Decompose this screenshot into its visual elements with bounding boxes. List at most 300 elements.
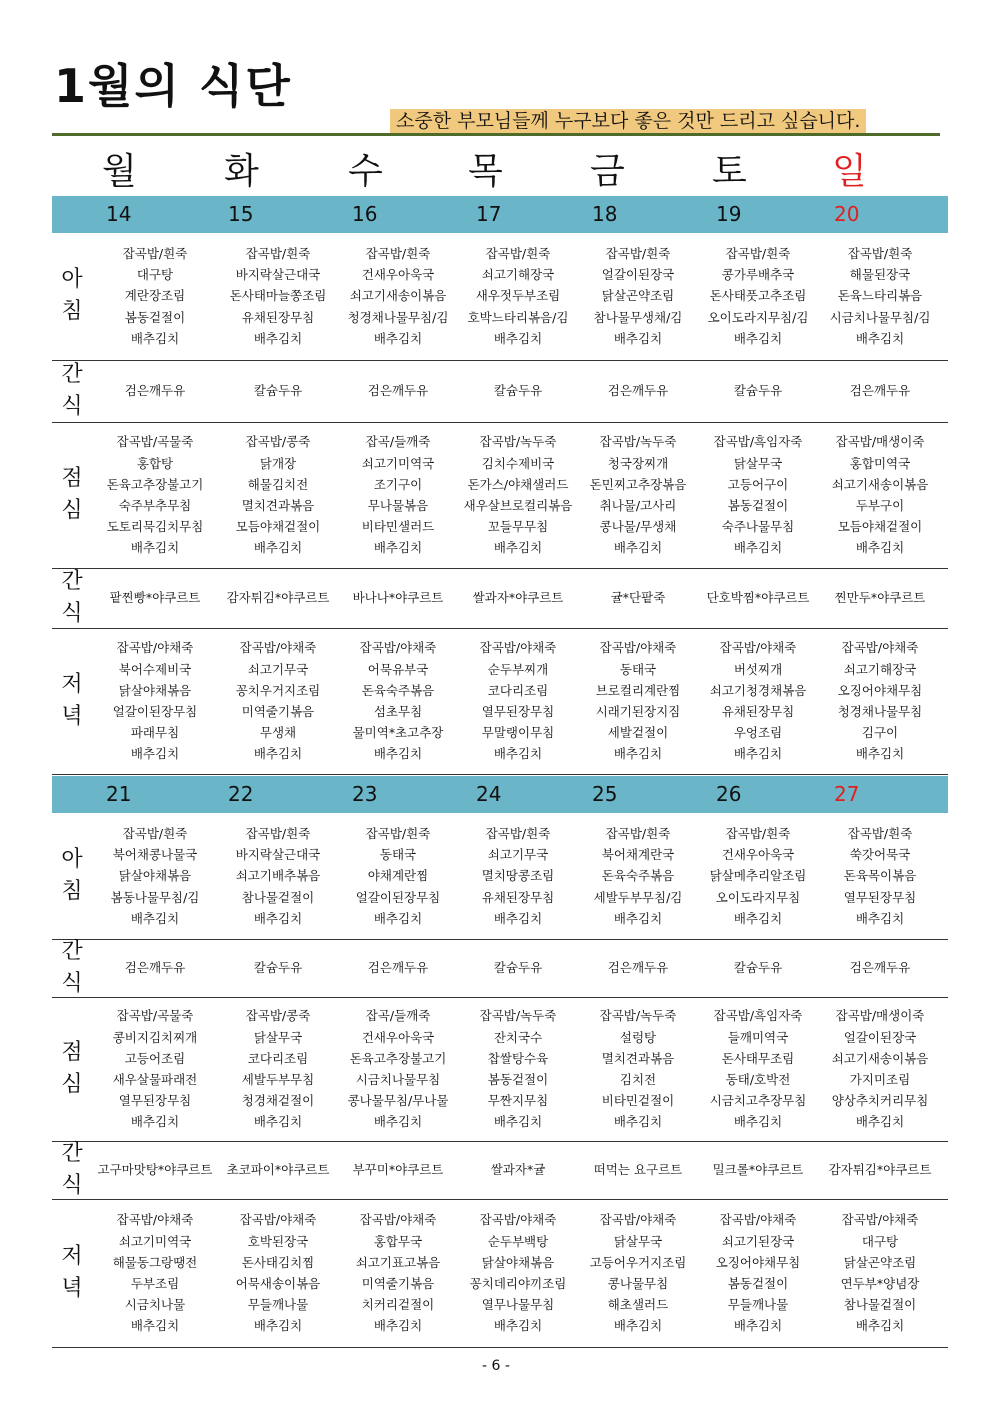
menu-cell	[578, 568, 698, 628]
menu-cell	[458, 422, 578, 568]
menu-item: 잡곡밥/흰죽	[847, 825, 913, 841]
menu-item: 미역줄기볶음	[361, 1276, 435, 1291]
menu-item: 잡곡밥/야채죽	[359, 640, 437, 656]
menu-item: 열무된장무침	[118, 1093, 192, 1109]
menu-item: 배추김치	[373, 330, 423, 346]
menu-item: 멸치견과볶음	[601, 1050, 675, 1066]
menu-item: 치커리겉절이	[361, 1297, 435, 1313]
menu-cell	[218, 628, 338, 774]
menu-item: 칼슘두유	[253, 383, 303, 399]
menu-item: 얼갈이된장무침	[112, 704, 198, 719]
menu-item: 두부조림	[130, 1276, 180, 1291]
menu-item: 조기구이	[373, 476, 423, 492]
menu-cell	[95, 997, 215, 1141]
menu-item: 배추김치	[253, 1114, 303, 1130]
menu-item: 돈육느타리볶음	[837, 288, 923, 304]
menu-cell	[95, 1199, 215, 1347]
menu-item: 참나물겉절이	[843, 1297, 917, 1313]
menu-cell	[338, 422, 458, 568]
meal-label	[52, 360, 92, 422]
menu-item: 배추김치	[493, 910, 543, 926]
menu-item: 시금치나물무침/김	[829, 309, 931, 325]
menu-item: 배추김치	[733, 540, 783, 556]
menu-cell	[95, 1141, 215, 1199]
menu-item: 고구마맛탕*야쿠르트	[97, 1162, 213, 1178]
menu-item: 설렁탕	[619, 1029, 657, 1045]
menu-item: 북어채계란국	[601, 847, 675, 863]
menu-cell	[698, 568, 818, 628]
menu-item: 배추김치	[130, 1318, 180, 1334]
menu-cell	[95, 232, 215, 360]
menu-item: 유채된장무침	[721, 704, 795, 719]
meal-label-char: 간	[61, 939, 83, 964]
menu-item: 배추김치	[253, 1318, 303, 1334]
meal-label-char: 아	[61, 847, 83, 872]
menu-item: 배추김치	[373, 540, 423, 556]
menu-item: 모듬야채겉절이	[837, 519, 923, 535]
menu-item: 잡곡밥/흰죽	[847, 245, 913, 261]
menu-item: 닭살무국	[253, 1029, 303, 1045]
menu-cell	[578, 1141, 698, 1199]
weekday-thu: 목	[468, 151, 503, 192]
menu-item: 칼슘두유	[733, 960, 783, 976]
menu-item: 배추김치	[493, 1318, 543, 1334]
menu-item: 시금치나물	[124, 1297, 186, 1313]
meal-row-snack-am	[52, 360, 948, 423]
meal-label-char: 식	[61, 394, 83, 419]
menu-item: 청경채나물무침	[837, 704, 923, 719]
menu-item: 동태국	[379, 847, 417, 863]
menu-item: 쇠고기해장국	[843, 661, 917, 677]
menu-cell	[820, 568, 940, 628]
menu-item: 잡곡밥/흰죽	[245, 245, 311, 261]
meal-label-char: 간	[61, 1141, 83, 1166]
menu-item: 배추김치	[373, 1114, 423, 1130]
menu-item: 배추김치	[855, 910, 905, 926]
menu-item: 칼슘두유	[253, 960, 303, 976]
menu-item: 비타민샐러드	[361, 519, 435, 535]
menu-item: 무나물볶음	[367, 498, 429, 513]
menu-item: 해물김치전	[247, 476, 309, 492]
menu-cell	[338, 232, 458, 360]
menu-item: 가지미조림	[849, 1072, 911, 1087]
menu-item: 어묵새송이볶음	[235, 1276, 321, 1291]
menu-item: 밀크롤*야쿠르트	[712, 1162, 804, 1178]
menu-item: 찐만두*야쿠르트	[834, 590, 926, 606]
menu-item: 칼슘두유	[493, 383, 543, 399]
menu-item: 잔치국수	[493, 1029, 543, 1045]
menu-item: 숙주부추무침	[118, 498, 192, 513]
menu-item: 돈육숙주볶음	[601, 868, 675, 884]
menu-item: 바지락살근대국	[235, 847, 321, 863]
meal-label-char: 점	[61, 1040, 83, 1065]
menu-item: 단호박찜*야쿠르트	[706, 590, 810, 606]
meal-label-char: 저	[61, 672, 83, 697]
menu-item: 잡곡밥/콩죽	[245, 434, 311, 450]
menu-cell	[218, 1141, 338, 1199]
menu-item: 대구탕	[136, 267, 174, 283]
meal-label	[52, 568, 92, 628]
menu-item: 검은깨두유	[124, 960, 186, 976]
menu-item: 동태/호박전	[725, 1072, 791, 1087]
menu-item: 잡곡밥/흰죽	[365, 825, 431, 841]
menu-cell	[698, 997, 818, 1141]
menu-item: 청경채나물무침/김	[347, 309, 449, 325]
menu-item: 봄동겉절이	[727, 498, 789, 513]
menu-cell	[458, 1141, 578, 1199]
menu-item: 봄동겉절이	[727, 1276, 789, 1291]
menu-item: 얼갈이된장국	[601, 267, 675, 283]
menu-cell	[820, 813, 940, 939]
meal-label	[52, 1199, 92, 1347]
menu-cell	[95, 568, 215, 628]
menu-cell	[338, 568, 458, 628]
menu-cell	[458, 939, 578, 997]
date-label: 18	[592, 202, 618, 226]
menu-item: 닭살곤약조림	[843, 1254, 917, 1270]
menu-item: 잡곡밥/녹두죽	[599, 1008, 677, 1024]
meal-label-char: 식	[61, 971, 83, 996]
menu-cell	[698, 813, 818, 939]
date-label: 25	[592, 782, 618, 806]
menu-item: 양상추치커리무침	[831, 1093, 929, 1109]
menu-cell	[95, 360, 215, 422]
menu-item: 잡곡밥/콩죽	[245, 1008, 311, 1024]
menu-item: 배추김치	[613, 330, 663, 346]
date-label: 22	[228, 782, 254, 806]
menu-item: 연두부*양념장	[840, 1276, 920, 1291]
date-label: 27	[834, 782, 860, 806]
menu-cell	[698, 628, 818, 774]
menu-item: 콩가루배추국	[721, 267, 795, 283]
menu-item: 잡곡/들깨죽	[365, 1008, 431, 1024]
menu-item: 잡곡밥/야채죽	[719, 1212, 797, 1228]
menu-cell	[458, 628, 578, 774]
menu-item: 잡곡밥/야채죽	[719, 640, 797, 656]
menu-cell	[218, 997, 338, 1141]
date-label: 20	[834, 202, 860, 226]
menu-item: 바지락살근대국	[235, 267, 321, 283]
menu-item: 쌀과자*야쿠르트	[472, 590, 564, 606]
menu-item: 호박느타리볶음/김	[467, 309, 569, 325]
menu-item: 코다리조림	[247, 1050, 309, 1066]
menu-item: 배추김치	[493, 330, 543, 346]
menu-item: 잡곡밥/야채죽	[116, 1212, 194, 1228]
menu-cell	[338, 997, 458, 1141]
menu-item: 버섯찌개	[733, 661, 783, 677]
menu-item: 돈사태풋고추조림	[709, 288, 807, 304]
menu-item: 들깨미역국	[727, 1029, 789, 1045]
menu-item: 배추김치	[733, 746, 783, 762]
date-label: 15	[228, 202, 254, 226]
meal-label-char: 침	[61, 879, 83, 904]
menu-item: 잡곡밥/흰죽	[122, 825, 188, 841]
page-number: - 6 -	[482, 1358, 510, 1374]
menu-cell	[820, 997, 940, 1141]
menu-item: 꽁치데리야끼조림	[469, 1276, 567, 1291]
meal-label	[52, 1141, 92, 1199]
menu-item: 호박된장국	[247, 1233, 309, 1249]
menu-item: 열무나물무침	[481, 1297, 555, 1313]
menu-item: 해물된장국	[849, 267, 911, 283]
menu-item: 물미역*초고추장	[352, 725, 444, 741]
menu-item: 쇠고기배추볶음	[235, 868, 321, 884]
menu-item: 잡곡밥/매생이죽	[835, 434, 925, 450]
menu-item: 닭살무국	[613, 1233, 663, 1249]
menu-item: 배추김치	[253, 540, 303, 556]
week-date-bar	[52, 776, 948, 813]
meal-row-breakfast	[52, 813, 948, 940]
date-label: 16	[352, 202, 378, 226]
menu-item: 동태국	[619, 661, 657, 677]
menu-item: 야채계란찜	[367, 868, 429, 884]
menu-cell	[218, 1199, 338, 1347]
menu-item: 닭살무국	[733, 455, 783, 471]
menu-cell	[458, 997, 578, 1141]
menu-item: 배추김치	[855, 1114, 905, 1130]
menu-item: 얼갈이된장국	[843, 1029, 917, 1045]
menu-item: 고등어우거지조림	[589, 1254, 687, 1270]
menu-item: 취나물/고사리	[599, 498, 677, 513]
menu-cell	[338, 939, 458, 997]
menu-cell	[820, 1141, 940, 1199]
menu-cell	[578, 628, 698, 774]
menu-item: 쇠고기된장국	[721, 1233, 795, 1249]
menu-item: 팥찐빵*야쿠르트	[109, 590, 201, 606]
meal-row-lunch	[52, 422, 948, 569]
meal-label	[52, 997, 92, 1141]
menu-item: 무생채	[259, 725, 297, 741]
menu-item: 잡곡밥/곡물죽	[116, 434, 194, 450]
date-label: 24	[476, 782, 502, 806]
menu-cell	[95, 813, 215, 939]
menu-item: 검은깨두유	[607, 383, 669, 399]
menu-item: 세발겉절이	[607, 725, 669, 741]
menu-item: 검은깨두유	[849, 960, 911, 976]
menu-item: 배추김치	[855, 1318, 905, 1334]
menu-item: 잡곡밥/야채죽	[841, 1212, 919, 1228]
menu-cell	[820, 628, 940, 774]
menu-item: 홍합탕	[136, 455, 174, 471]
menu-item: 잡곡밥/흰죽	[245, 825, 311, 841]
menu-item: 건새우아욱국	[361, 267, 435, 283]
menu-item: 계란장조림	[124, 288, 186, 304]
menu-item: 열무된장무침	[843, 889, 917, 905]
menu-item: 고등어구이	[727, 476, 789, 492]
meal-row-snack-pm	[52, 1141, 948, 1200]
menu-item: 미역줄기볶음	[241, 704, 315, 719]
menu-item: 쇠고기청경채볶음	[709, 682, 807, 698]
menu-cell	[578, 997, 698, 1141]
weekday-fri: 금	[590, 151, 625, 192]
menu-item: 김치전	[619, 1072, 657, 1087]
menu-item: 콩비지김치찌개	[112, 1029, 198, 1045]
menu-item: 우엉조림	[733, 725, 783, 741]
menu-item: 배추김치	[733, 910, 783, 926]
menu-item: 배추김치	[130, 1114, 180, 1130]
menu-item: 검은깨두유	[124, 383, 186, 399]
menu-item: 돈사태마늘쫑조림	[229, 288, 327, 304]
menu-item: 잡곡밥/야채죽	[239, 640, 317, 656]
menu-item: 모듬야채겉절이	[235, 519, 321, 535]
menu-item: 오징어야채무침	[715, 1254, 801, 1270]
menu-item: 시래기된장지짐	[595, 704, 681, 719]
menu-item: 배추김치	[130, 746, 180, 762]
menu-item: 유채된장무침	[241, 309, 315, 325]
menu-item: 잡곡밥/녹두죽	[479, 1008, 557, 1024]
menu-cell	[218, 568, 338, 628]
menu-item: 얼갈이된장무침	[355, 889, 441, 905]
meal-row-dinner	[52, 1199, 948, 1348]
menu-cell	[458, 813, 578, 939]
menu-cell	[95, 422, 215, 568]
menu-item: 참나물겉절이	[241, 889, 315, 905]
menu-item: 김치수제비국	[481, 455, 555, 471]
menu-item: 순두부백탕	[487, 1233, 549, 1249]
meal-label-char: 간	[61, 569, 83, 594]
meal-label	[52, 422, 92, 568]
menu-cell	[338, 628, 458, 774]
menu-item: 잡곡밥/흰죽	[365, 245, 431, 261]
menu-item: 새우살물파래전	[112, 1072, 198, 1087]
menu-item: 세발두부무침/김	[593, 889, 683, 905]
meal-label-char: 점	[61, 466, 83, 491]
menu-item: 봄동겉절이	[124, 309, 186, 325]
menu-cell	[698, 1199, 818, 1347]
menu-item: 떠먹는 요구르트	[593, 1162, 683, 1178]
menu-item: 건새우아욱국	[721, 847, 795, 863]
date-label: 26	[716, 782, 742, 806]
menu-cell	[338, 360, 458, 422]
menu-item: 돈가스/야채샐러드	[467, 476, 569, 492]
menu-item: 잡곡밥/흑임자죽	[713, 434, 803, 450]
menu-item: 배추김치	[613, 746, 663, 762]
menu-item: 찹쌀탕수육	[487, 1050, 549, 1066]
menu-cell	[218, 232, 338, 360]
menu-item: 잡곡밥/흰죽	[485, 825, 551, 841]
menu-cell	[698, 232, 818, 360]
week-date-bar	[52, 196, 948, 233]
menu-item: 봄동겉절이	[487, 1072, 549, 1087]
menu-item: 순두부찌개	[487, 661, 549, 677]
menu-cell	[578, 232, 698, 360]
menu-item: 배추김치	[613, 1114, 663, 1130]
menu-item: 숙주나물무침	[721, 519, 795, 535]
menu-item: 초코파이*야쿠르트	[226, 1162, 330, 1178]
date-label: 23	[352, 782, 378, 806]
menu-item: 배추김치	[130, 330, 180, 346]
menu-item: 북어수제비국	[118, 661, 192, 677]
menu-item: 닭살야채볶음	[481, 1254, 555, 1270]
menu-item: 돈민찌고추장볶음	[589, 476, 687, 492]
menu-cell	[578, 1199, 698, 1347]
menu-item: 잡곡밥/야채죽	[116, 640, 194, 656]
date-label: 19	[716, 202, 742, 226]
menu-item: 쇠고기새송이볶음	[349, 288, 447, 304]
menu-cell	[458, 360, 578, 422]
menu-item: 새우살브로컬리볶음	[463, 498, 573, 513]
date-label: 14	[106, 202, 132, 226]
meal-label-char: 녁	[61, 704, 83, 729]
menu-item: 돈사태김치찜	[241, 1254, 315, 1270]
menu-item: 열무된장무침	[481, 704, 555, 719]
menu-cell	[218, 422, 338, 568]
menu-item: 시금치나물무침	[355, 1072, 441, 1087]
menu-item: 콩나물/무생채	[599, 519, 677, 535]
menu-item: 검은깨두유	[367, 960, 429, 976]
menu-cell	[820, 360, 940, 422]
menu-item: 세발두부무침	[241, 1072, 315, 1087]
menu-item: 칼슘두유	[493, 960, 543, 976]
menu-item: 귤*단팥죽	[610, 590, 666, 606]
menu-cell	[218, 939, 338, 997]
menu-item: 오징어야채무침	[837, 682, 923, 698]
menu-item: 잡곡밥/야채죽	[479, 640, 557, 656]
menu-item: 배추김치	[130, 910, 180, 926]
menu-item: 잡곡밥/녹두죽	[479, 434, 557, 450]
menu-item: 해물동그랑땡전	[112, 1254, 198, 1270]
page-subtitle: 소중한 부모님들께 누구보다 좋은 것만 드리고 싶습니다.	[390, 109, 866, 133]
menu-item: 배추김치	[493, 1114, 543, 1130]
menu-item: 검은깨두유	[367, 383, 429, 399]
menu-item: 배추김치	[733, 1318, 783, 1334]
menu-cell	[218, 813, 338, 939]
meal-label-char: 침	[61, 299, 83, 324]
menu-item: 배추김치	[253, 746, 303, 762]
meal-label-char: 간	[61, 362, 83, 387]
menu-item: 돈사태무조림	[721, 1050, 795, 1066]
menu-item: 시금치고추장무침	[709, 1093, 807, 1109]
weekday-sat: 토	[712, 151, 747, 192]
menu-cell	[95, 939, 215, 997]
menu-item: 닭개장	[259, 455, 297, 471]
menu-item: 쑥갓어묵국	[849, 847, 911, 863]
menu-item: 오이도라지무침/김	[707, 309, 809, 325]
menu-cell	[338, 1199, 458, 1347]
menu-item: 쌀과자*귤	[490, 1162, 546, 1178]
meal-row-breakfast	[52, 232, 948, 361]
menu-cell	[458, 1199, 578, 1347]
menu-item: 잡곡밥/흑임자죽	[713, 1008, 803, 1024]
menu-item: 잡곡밥/야채죽	[599, 1212, 677, 1228]
menu-item: 꽁치우거지조림	[235, 682, 321, 698]
menu-item: 새우젓두부조림	[475, 288, 561, 304]
menu-item: 잡곡밥/야채죽	[841, 640, 919, 656]
menu-cell	[820, 1199, 940, 1347]
menu-item: 잡곡밥/야채죽	[479, 1212, 557, 1228]
menu-item: 김구이	[861, 725, 899, 741]
menu-item: 꼬들무무침	[487, 519, 549, 535]
menu-cell	[578, 813, 698, 939]
menu-item: 쇠고기새송이볶음	[831, 476, 929, 492]
meal-row-snack-am	[52, 939, 948, 998]
menu-item: 청국장찌개	[607, 455, 669, 471]
meal-row-dinner	[52, 628, 948, 775]
meal-label-char: 아	[61, 267, 83, 292]
menu-item: 홍합무국	[373, 1233, 423, 1249]
menu-cell	[820, 939, 940, 997]
menu-item: 어묵유부국	[367, 661, 429, 677]
meal-label	[52, 232, 92, 360]
menu-item: 닭살야채볶음	[118, 682, 192, 698]
menu-item: 배추김치	[130, 540, 180, 556]
menu-item: 파래무침	[130, 725, 180, 741]
menu-item: 섬초무침	[373, 704, 423, 719]
weekday-wed: 수	[348, 151, 383, 192]
menu-item: 쇠고기표고볶음	[355, 1254, 441, 1270]
menu-item: 배추김치	[855, 330, 905, 346]
menu-item: 잡곡밥/야채죽	[599, 640, 677, 656]
